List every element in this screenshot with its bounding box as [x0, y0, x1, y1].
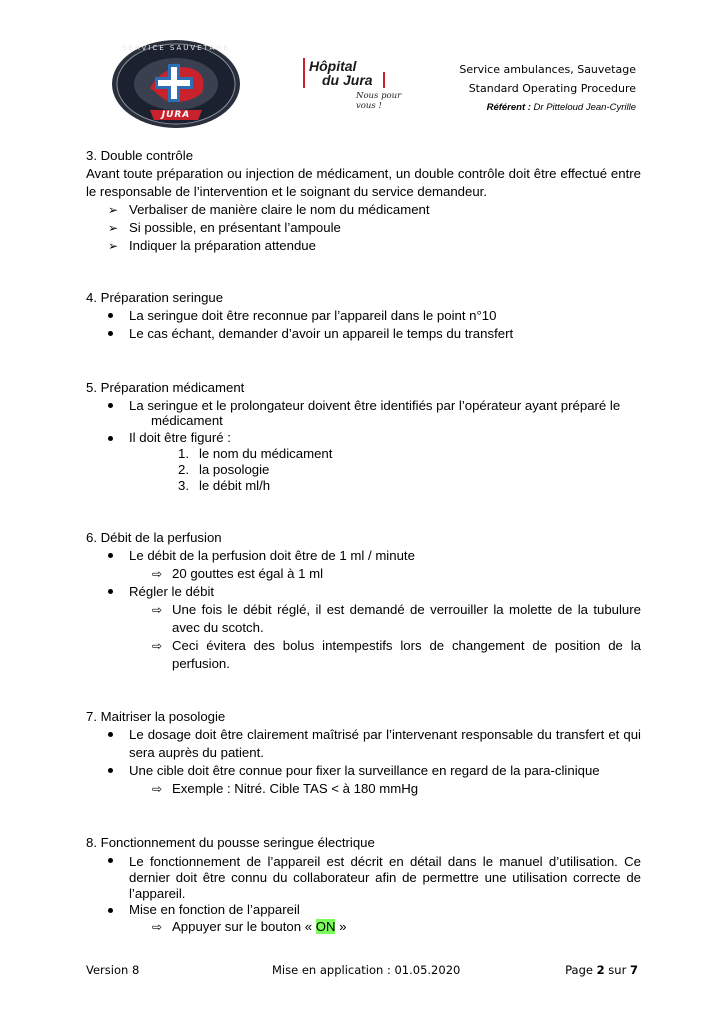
sub-item: ⇨ 20 gouttes est égal à 1 ml: [152, 566, 324, 581]
section-8-sublist: [86, 918, 641, 936]
badge-bottom-text: JURA: [161, 110, 191, 120]
badge-top-text: SERVICE SAUVETAGE: [122, 44, 230, 52]
list-item: La seringue et le prolongateur doivent être identifiés par l’opérateur ayant préparé le médicament: [86, 397, 641, 430]
header-sop: Standard Operating Procedure: [468, 82, 636, 95]
section-7-list: [86, 726, 641, 780]
list-item: Le dosage doit être clairement maîtrisé par l’intervenant responsable du transfert et qui sera auprès du patient.: [86, 726, 641, 762]
section-4: [86, 289, 641, 343]
sub-item: ⇨ Une fois le débit réglé, il est demandé de verrouiller la molette de la tubulure avec du scotch.: [152, 602, 641, 635]
sub-item: ⇨ Appuyer sur le bouton « ON »: [152, 919, 347, 934]
section-8: [86, 834, 641, 936]
arrow-right-icon: ⇨: [152, 567, 163, 581]
hospital-name-line1: Hôpital: [309, 58, 357, 74]
section-5-title: 5. Préparation médicament: [86, 380, 245, 395]
header-service: Service ambulances, Sauvetage: [459, 63, 636, 76]
referent-name: Dr Pitteloud Jean-Cyrille: [530, 102, 636, 113]
section-5-numbered-list: [86, 446, 641, 494]
numbered-item: 2. la posologie: [178, 462, 270, 477]
footer-page-number: Page 2 sur 7: [565, 963, 638, 977]
arrow-right-icon: ⇨: [152, 920, 163, 934]
on-highlight: ON: [315, 919, 336, 934]
section-6-list-2: [86, 583, 641, 601]
footer-version: Version 8: [86, 963, 140, 977]
section-6-list: [86, 547, 641, 565]
list-item: Le fonctionnement de l’appareil est décrit en détail dans le manuel d’utilisation. Ce dernier doit être connu du collaborateur afin de permettre une utilisation correcte de l’appareil.: [86, 852, 641, 902]
list-item: ➢ Si possible, en présentant l’ampoule: [86, 219, 641, 237]
section-4-list: [86, 307, 641, 343]
list-item: ➢ Indiquer la préparation attendue: [86, 237, 641, 255]
document-header-info: [459, 60, 636, 117]
section-6: [86, 529, 641, 673]
section-6-title: 6. Débit de la perfusion: [86, 530, 222, 545]
hospital-name-line2: du Jura: [322, 72, 373, 88]
section-4-title: 4. Préparation seringue: [86, 290, 224, 305]
arrow-right-icon: ⇨: [152, 639, 163, 653]
hospital-tagline: Nous pour vous !: [356, 91, 402, 111]
sub-item: ⇨ Exemple : Nitré. Cible TAS < à 180 mmHg: [152, 781, 419, 796]
document-body: [86, 147, 641, 936]
list-item: La seringue doit être reconnue par l’appareil dans le point n°10: [86, 307, 641, 325]
section-5: [86, 379, 641, 494]
section-5-list: [86, 397, 641, 446]
referent-label: Référent :: [486, 102, 531, 113]
section-6-sublist-1: [86, 565, 641, 583]
list-item: Régler le débit: [86, 583, 641, 601]
section-8-title: 8. Fonctionnement du pousse seringue électrique: [86, 835, 375, 850]
header-referent: [459, 98, 636, 117]
section-3-title: 3. Double contrôle: [86, 148, 194, 163]
sub-item: ⇨ Ceci évitera des bolus intempestifs lors de changement de position de la perfusion.: [152, 638, 641, 671]
section-7: [86, 708, 641, 798]
arrow-right-icon: ⇨: [152, 603, 163, 617]
section-8-list: [86, 852, 641, 918]
section-3-list: [86, 201, 641, 255]
list-item: Une cible doit être connue pour fixer la surveillance en regard de la para-clinique: [86, 762, 641, 780]
numbered-item: 1. le nom du médicament: [178, 446, 333, 461]
list-item: Le débit de la perfusion doit être de 1 ml / minute: [86, 547, 641, 565]
numbered-item: 3. le débit ml/h: [178, 478, 271, 493]
section-3: [86, 147, 641, 255]
arrow-right-icon: ⇨: [152, 782, 163, 796]
section-7-title: 7. Maitriser la posologie: [86, 709, 226, 724]
hospital-logo: [300, 58, 420, 111]
section-6-sublist-2: [86, 601, 641, 673]
section-7-sublist: [86, 780, 641, 798]
list-item: Il doit être figuré :: [86, 430, 641, 446]
service-sauvetage-badge: [110, 38, 242, 130]
list-item: Mise en fonction de l’appareil: [86, 902, 641, 918]
list-item: Le cas échant, demander d’avoir un appareil le temps du transfert: [86, 325, 641, 343]
list-item: ➢ Verbaliser de manière claire le nom du médicament: [86, 201, 641, 219]
section-3-paragraph: Avant toute préparation ou injection de médicament, un double contrôle doit être effectué entre le responsable de l’intervention et le soignant du service demandeur.: [86, 166, 641, 199]
footer-date: Mise en application : 01.05.2020: [272, 963, 461, 977]
